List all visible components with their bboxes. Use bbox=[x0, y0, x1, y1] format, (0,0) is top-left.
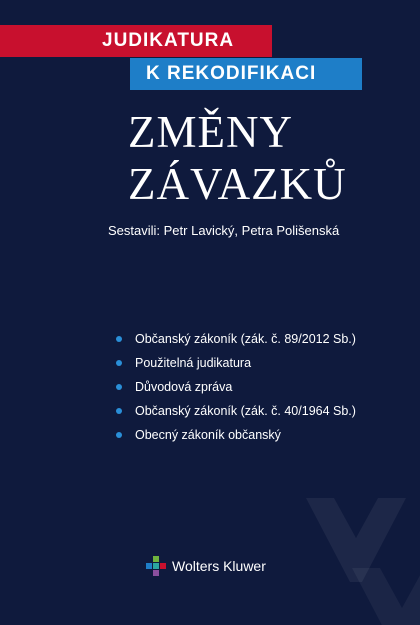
list-item bbox=[116, 351, 356, 375]
series-band-red bbox=[0, 25, 272, 57]
wolters-kluwer-logo-icon bbox=[146, 556, 166, 576]
bullet-icon bbox=[116, 432, 122, 438]
title-line-2: ZÁVAZKŮ bbox=[128, 159, 347, 209]
topics-list bbox=[116, 327, 356, 447]
list-item bbox=[116, 399, 356, 423]
topic-label: Důvodová zpráva bbox=[135, 380, 233, 394]
bullet-icon bbox=[116, 336, 122, 342]
list-item bbox=[116, 327, 356, 351]
bullet-icon bbox=[116, 360, 122, 366]
topic-label: Použitelná judikatura bbox=[135, 356, 252, 370]
topic-label: Občanský zákoník (zák. č. 40/1964 Sb.) bbox=[135, 404, 356, 418]
topic-label: Obecný zákoník občanský bbox=[135, 428, 281, 442]
book-title bbox=[128, 106, 347, 210]
publisher-brand bbox=[146, 556, 266, 576]
series-band-blue bbox=[130, 58, 362, 90]
title-line-1: ZMĚNY bbox=[128, 107, 293, 157]
list-item bbox=[116, 375, 356, 399]
compilers-line: Sestavili: Petr Lavický, Petra Polišenská bbox=[108, 223, 340, 238]
list-item bbox=[116, 423, 356, 447]
topic-label: Občanský zákoník (zák. č. 89/2012 Sb.) bbox=[135, 332, 356, 346]
series-line-2: K REKODIFIKACI bbox=[146, 63, 317, 84]
bullet-icon bbox=[116, 384, 122, 390]
publisher-name: Wolters Kluwer bbox=[172, 558, 266, 574]
series-line-1: JUDIKATURA bbox=[102, 30, 235, 51]
bullet-icon bbox=[116, 408, 122, 414]
wk-chevron-graphic bbox=[300, 480, 420, 625]
